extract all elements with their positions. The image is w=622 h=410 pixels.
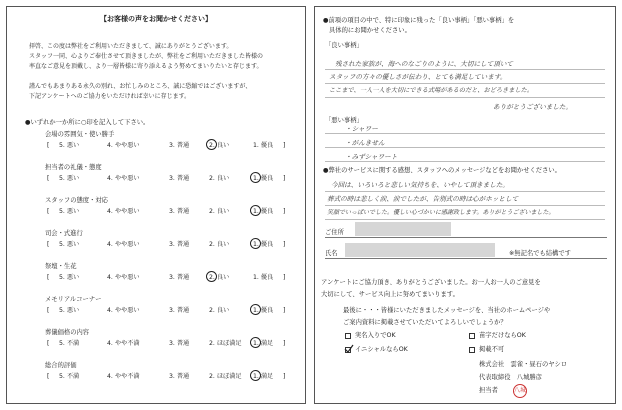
- question-1: ●前項の項目の中で、特に印象に残った「良い事柄」「悪い事柄」を: [323, 17, 515, 24]
- rating-option-5-3[interactable]: 2. 良い: [209, 307, 230, 314]
- intro-line-5: 謹んでもあまりある永久の別れ、お忙しみのところ、誠に恐縮ではございますが、: [29, 83, 252, 90]
- rating-option-6-3[interactable]: 2. ほぼ満足: [209, 340, 242, 347]
- rating-option-1-4[interactable]: 1. 優良: [253, 175, 274, 182]
- rating-option-3-3[interactable]: 2. 良い: [209, 241, 230, 248]
- bracket-close: ]: [283, 274, 286, 281]
- selected-circle-mark: [250, 205, 261, 216]
- rating-option-0-1[interactable]: 4. やや悪い: [107, 142, 140, 149]
- bracket-close: ]: [283, 241, 286, 248]
- message-hand-3: 笑顔でいっぱいでした。優しい心づかいに感謝致します。ありがとうございました。: [327, 209, 555, 216]
- intro-line-2: スタッフ一同、心よりご奉仕させて頂きましたが、弊社をご利用いただきました皆様の: [29, 53, 264, 60]
- bracket-close: ]: [283, 307, 286, 314]
- option-initials-checkbox[interactable]: [345, 347, 351, 353]
- good-hand-1: 残された家族が、海へのなごりのように、大切にして頂いて: [335, 60, 514, 68]
- rating-option-3-2[interactable]: 3. 普通: [169, 241, 190, 248]
- rating-option-4-3[interactable]: 2. 良い: [209, 274, 230, 281]
- rating-option-0-4[interactable]: 1. 優良: [253, 142, 274, 149]
- rating-option-3-0[interactable]: 5. 悪い: [59, 241, 80, 248]
- rating-option-2-1[interactable]: 4. やや悪い: [107, 208, 140, 215]
- survey-right-page: [314, 6, 616, 404]
- company-representative: 代表取締役 八城勝彦: [479, 374, 542, 381]
- survey-left-page: [6, 6, 306, 404]
- message-hand-1: 今回は、いろいろと悲しい気持ちを、いやして頂きました。: [331, 181, 510, 189]
- option-surname-label: 苗字だけならOK: [479, 332, 526, 339]
- message-hand-2: 葬式の時は悲しく涙、涙でしたが、告別式の時は心がホッとして: [327, 195, 519, 203]
- option-realname-checkbox[interactable]: [345, 333, 351, 339]
- permission-line-1: 最後に・・・皆様にいただきましたメッセージを、当社のホームページや: [343, 307, 551, 314]
- bracket-close: ]: [283, 142, 286, 149]
- rating-option-6-1[interactable]: 4. やや不満: [107, 340, 140, 347]
- rating-option-7-0[interactable]: 5. 不満: [59, 373, 80, 380]
- rating-option-6-4[interactable]: 1. 満足: [253, 340, 274, 347]
- bracket-open: [: [47, 340, 50, 347]
- good-hand-4: ありがとうございました。: [493, 103, 573, 111]
- selected-circle-mark: [250, 238, 261, 249]
- rating-option-5-4[interactable]: 1. 優良: [253, 307, 274, 314]
- rating-option-6-2[interactable]: 3. 普通: [169, 340, 190, 347]
- rating-option-6-0[interactable]: 5. 不満: [59, 340, 80, 347]
- rating-option-5-2[interactable]: 3. 普通: [169, 307, 190, 314]
- rating-option-2-0[interactable]: 5. 悪い: [59, 208, 80, 215]
- good-label: 「良い事柄」: [325, 42, 363, 49]
- rating-instruction: ●いずれか一か所に○印を記入して下さい。: [25, 119, 150, 126]
- selected-circle-mark: [250, 337, 261, 348]
- bad-label: 「悪い事柄」: [325, 117, 363, 124]
- rating-option-2-2[interactable]: 3. 普通: [169, 208, 190, 215]
- bracket-open: [: [47, 307, 50, 314]
- rating-option-7-2[interactable]: 3. 普通: [169, 373, 190, 380]
- check-mark-icon: [344, 344, 354, 354]
- rating-option-2-3[interactable]: 2. 良い: [209, 208, 230, 215]
- rating-option-1-2[interactable]: 3. 普通: [169, 175, 190, 182]
- bad-hand-3: ・みずシャワート: [345, 153, 398, 161]
- selected-circle-mark: [250, 370, 261, 381]
- rating-label-3: 司会・式進行: [45, 230, 83, 237]
- rating-option-7-4[interactable]: 1. 満足: [253, 373, 274, 380]
- bracket-close: ]: [283, 340, 286, 347]
- staff-label: 担当者: [479, 387, 498, 394]
- rating-option-5-1[interactable]: 4. やや悪い: [107, 307, 140, 314]
- rating-option-1-0[interactable]: 5. 悪い: [59, 175, 80, 182]
- intro-line-6: 下記アンケートへのご協力をいただければ幸いに存じます。: [29, 93, 191, 100]
- anonymous-note: ※無記名でも結構です: [509, 250, 571, 257]
- intro-line-3: 率直なご意見を頂戴し、より一層皆様に寄り添えるよう努めてまいりたいと存じます。: [29, 63, 263, 70]
- option-decline-checkbox[interactable]: [469, 347, 475, 353]
- bracket-close: ]: [283, 373, 286, 380]
- rating-option-7-1[interactable]: 4. やや不満: [107, 373, 140, 380]
- name-label: 氏名: [325, 250, 338, 257]
- bad-hand-2: ・がんきせん: [345, 139, 385, 147]
- rating-option-0-0[interactable]: 5. 悪い: [59, 142, 80, 149]
- bracket-close: ]: [283, 208, 286, 215]
- option-realname-label: 実名入りでOK: [355, 332, 396, 339]
- rating-label-6: 葬儀価格の内容: [45, 329, 90, 336]
- seal-stamp: 八城: [513, 384, 527, 398]
- bracket-open: [: [47, 373, 50, 380]
- rating-label-4: 祭壇・生花: [45, 263, 77, 270]
- rating-option-1-1[interactable]: 4. やや悪い: [107, 175, 140, 182]
- rating-option-0-2[interactable]: 3. 普通: [169, 142, 190, 149]
- bad-hand-1: ・シャワー: [345, 125, 378, 133]
- intro-line-1: 拝啓、この度は弊社をご利用いただきまして、誠にありがとうございます。: [29, 43, 233, 50]
- bracket-open: [: [47, 142, 50, 149]
- selected-circle-mark: [206, 271, 217, 282]
- rating-option-2-4[interactable]: 1. 優良: [253, 208, 274, 215]
- good-hand-2: スタッフの方々の優しさが伝わり、とても満足しています。: [329, 73, 507, 81]
- rating-option-4-2[interactable]: 3. 普通: [169, 274, 190, 281]
- thanks-line-1: アンケートにご協力頂き、ありがとうございました。お一人お一人のご意見を: [321, 279, 541, 286]
- question-2: ●弊社のサービスに関する感想、スタッフへのメッセージなどをお聞かせください。: [323, 167, 561, 174]
- company-name: 株式会社 雲雀・昼石のヤシロ: [479, 361, 568, 368]
- rating-option-3-4[interactable]: 1. 優良: [253, 241, 274, 248]
- selected-circle-mark: [250, 304, 261, 315]
- thanks-line-2: 大切にして、サービス向上に努めてまいります。: [321, 291, 459, 298]
- bracket-open: [: [47, 208, 50, 215]
- rating-label-7: 総合的評価: [45, 362, 77, 369]
- good-hand-3: ここまで、一人一人を大切にできる式場があるのだと、おどろきました。: [329, 87, 534, 94]
- rating-label-5: メモリアルコーナー: [45, 296, 102, 303]
- rating-label-2: スタッフの態度・対応: [45, 197, 108, 204]
- rating-option-0-3[interactable]: 2. 良い: [209, 142, 230, 149]
- name-redacted: [345, 243, 495, 257]
- rating-option-4-4[interactable]: 1. 優良: [253, 274, 274, 281]
- rating-option-5-0[interactable]: 5. 悪い: [59, 307, 80, 314]
- rating-option-4-1[interactable]: 4. やや悪い: [107, 274, 140, 281]
- selected-circle-mark: [206, 139, 217, 150]
- option-initials-label: イニシャルならOK: [355, 346, 408, 353]
- rating-option-1-3[interactable]: 2. 良い: [209, 175, 230, 182]
- rating-option-7-3[interactable]: 2. ほぼ満足: [209, 373, 242, 380]
- bracket-close: ]: [283, 175, 286, 182]
- bracket-open: [: [47, 241, 50, 248]
- address-redacted: [355, 222, 451, 236]
- address-label: ご住所: [325, 229, 344, 236]
- permission-line-2: ご案内資料に掲載させていただいてよろしいでしょうか？: [343, 319, 507, 326]
- survey-title: 【お客様の声をお聞かせください】: [100, 15, 212, 23]
- rating-option-3-1[interactable]: 4. やや悪い: [107, 241, 140, 248]
- bracket-open: [: [47, 175, 50, 182]
- selected-circle-mark: [250, 172, 261, 183]
- option-decline-label: 掲載不可: [479, 346, 505, 353]
- bracket-open: [: [47, 274, 50, 281]
- rating-label-1: 担当者の礼儀・態度: [45, 164, 102, 171]
- option-surname-checkbox[interactable]: [469, 333, 475, 339]
- question-1b: 具体的にお聞かせください。: [329, 27, 411, 34]
- rating-option-4-0[interactable]: 5. 悪い: [59, 274, 80, 281]
- rating-label-0: 会場の雰囲気・使い勝手: [45, 131, 115, 138]
